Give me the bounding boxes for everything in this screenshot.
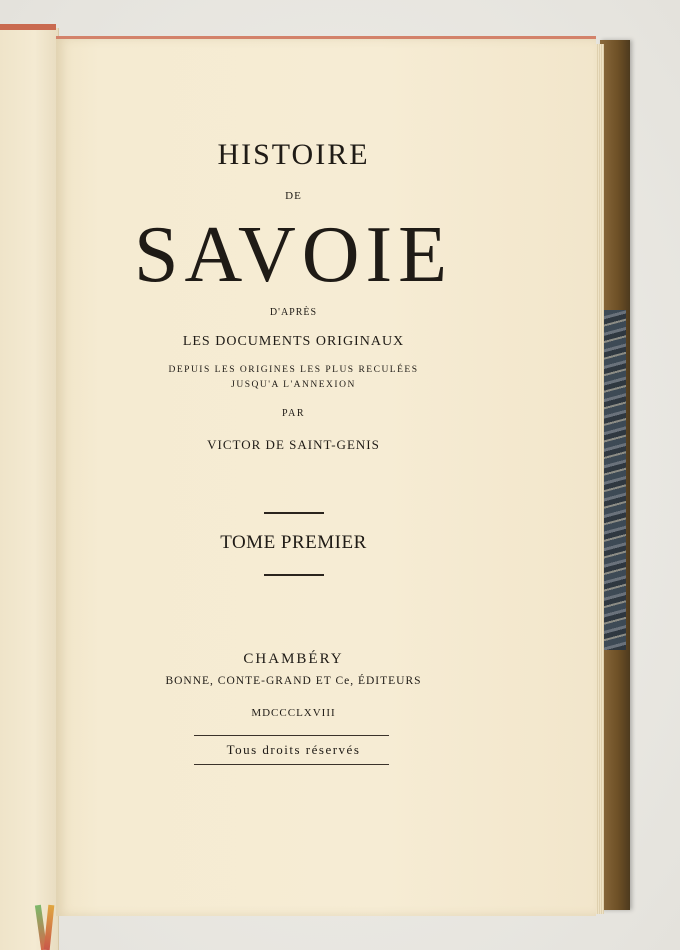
title-connector: DE [285, 190, 302, 202]
left-page-red-edge [0, 24, 56, 30]
subtitle-1: D'APRÈS [269, 307, 318, 318]
subtitle-2: LES DOCUMENTS ORIGINAUX [182, 334, 405, 349]
publication-year: MDCCCLXVIII [251, 707, 336, 719]
by-line: PAR [281, 408, 306, 419]
title-line-2: SAVOIE [133, 211, 453, 299]
author-name: VICTOR DE SAINT-GENIS [207, 437, 380, 452]
left-page [0, 28, 59, 950]
volume-label: TOME PREMIER [220, 532, 367, 553]
subtitle-4: JUSQU'A L'ANNEXION [231, 380, 356, 390]
title-line-1: HISTOIRE [217, 138, 370, 171]
rights-notice: Tous droits réservés [226, 742, 361, 757]
subtitle-3: DEPUIS LES ORIGINES LES PLUS RECULÉES [168, 365, 419, 375]
publisher-name: BONNE, CONTE-GRAND ET Ce, ÉDITEURS [165, 675, 422, 687]
divider-rule-bottom [264, 574, 324, 576]
divider-rule-top [264, 512, 324, 514]
publication-city: CHAMBÉRY [243, 651, 344, 667]
title-page-content [56, 38, 531, 916]
marbled-board-strip [604, 310, 626, 650]
